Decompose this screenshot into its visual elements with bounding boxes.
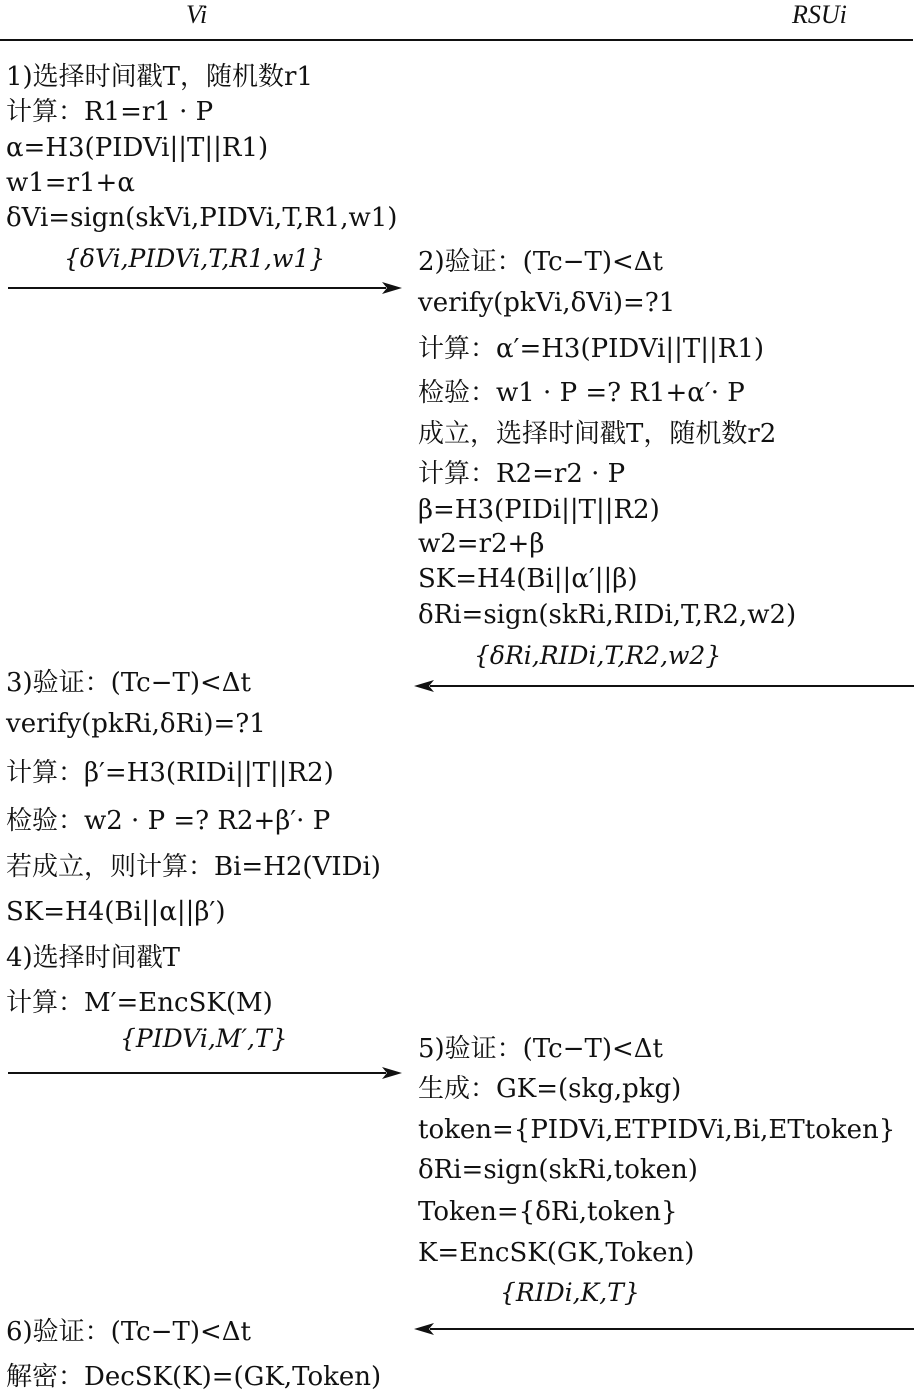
step2-line-6: 计算：R2=r2 · P: [418, 459, 626, 489]
step4-line-2: 计算：M′=EncSK(M): [6, 988, 273, 1018]
step3-line-1: 3)验证：(Tc−T)<Δt: [6, 668, 251, 698]
step5-line-6: K=EncSK(GK,Token): [418, 1238, 695, 1268]
message-3-arrow: [8, 1063, 403, 1083]
step2-line-4: 检验：w1 · P =? R1+α′· P: [418, 378, 745, 408]
step2-line-3: 计算：α′=H3(PIDVi||T||R1): [418, 334, 765, 364]
message-1-label: {δVi,PIDVi,T,R1,w1}: [64, 244, 326, 273]
step5-line-2: 生成：GK=(skg,pkg): [418, 1074, 682, 1104]
step3-line-3: 计算：β′=H3(RIDi||T||R2): [6, 758, 334, 788]
message-4-label: {RIDi,K,T}: [500, 1278, 640, 1307]
step1-line-3: α=H3(PIDVi||T||R1): [6, 133, 269, 163]
step3-line-6: SK=H4(Bi||α||β′): [6, 897, 226, 927]
step6-line-2: 解密：DecSK(K)=(GK,Token): [6, 1362, 382, 1392]
step6-line-1: 6)验证：(Tc−T)<Δt: [6, 1317, 251, 1347]
step2-line-7: β=H3(PIDi||T||R2): [418, 495, 660, 525]
step4-line-1: 4)选择时间戳T: [6, 943, 181, 973]
message-2-arrow: [414, 676, 916, 696]
step2-line-9: SK=H4(Bi||α′||β): [418, 564, 638, 594]
step5-line-3: token={PIDVi,ETPIDVi,Bi,ETtoken}: [418, 1115, 896, 1145]
header-divider: [0, 39, 913, 41]
step5-line-4: δRi=sign(skRi,token): [418, 1155, 698, 1185]
message-1-arrow: [8, 278, 403, 298]
step2-line-10: δRi=sign(skRi,RIDi,T,R2,w2): [418, 600, 797, 630]
message-3-label: {PIDVi,M′,T}: [120, 1024, 288, 1053]
step2-line-1: 2)验证：(Tc−T)<Δt: [418, 247, 663, 277]
vehicle-party-label: Vi: [186, 0, 208, 29]
step3-line-4: 检验：w2 · P =? R2+β′· P: [6, 806, 331, 836]
step2-line-5: 成立，选择时间戳T，随机数r2: [418, 419, 777, 449]
step5-line-1: 5)验证：(Tc−T)<Δt: [418, 1034, 663, 1064]
rsu-party-label: RSUi: [792, 0, 847, 29]
step2-line-8: w2=r2+β: [418, 529, 545, 559]
step1-line-5: δVi=sign(skVi,PIDVi,T,R1,w1): [6, 203, 398, 233]
step1-line-2: 计算：R1=r1 · P: [6, 97, 214, 127]
step1-line-4: w1=r1+α: [6, 168, 135, 198]
step3-line-5: 若成立，则计算：Bi=H2(VIDi): [6, 852, 381, 882]
message-4-arrow: [414, 1319, 916, 1339]
step1-line-1: 1)选择时间戳T，随机数r1: [6, 62, 313, 92]
message-2-label: {δRi,RIDi,T,R2,w2}: [474, 641, 722, 670]
step2-line-2: verify(pkVi,δVi)=?1: [418, 288, 676, 318]
step3-line-2: verify(pkRi,δRi)=?1: [6, 709, 266, 739]
step5-line-5: Token={δRi,token}: [418, 1197, 678, 1227]
